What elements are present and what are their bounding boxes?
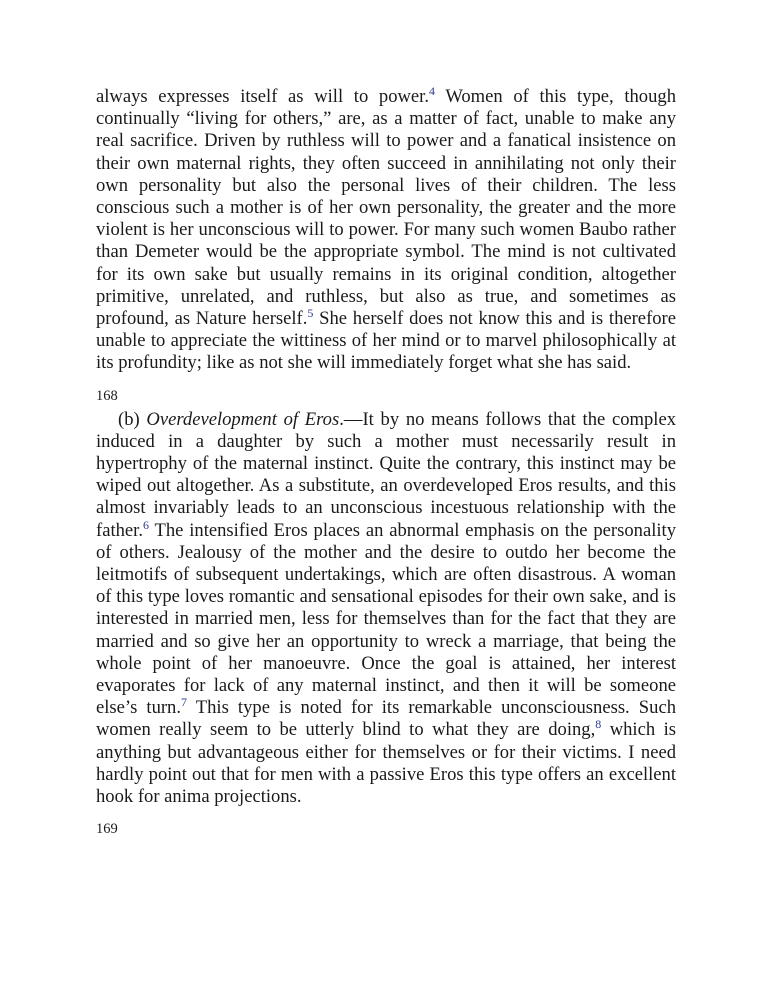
footnote-ref[interactable]: 7 [181,695,188,710]
italic-heading: Overdevelopment of Eros [146,408,340,430]
footnote-ref[interactable]: 4 [429,84,435,98]
footnote-ref[interactable]: 5 [307,306,314,321]
text-run: .—It by no means follows that the complex induced in a daughter by such a mother must necessarily result in hypertrophy of the maternal instinct. Quite the contrary, this instinct may be wiped out altogether. As a substitute, an overdeveloped Eros results, and this almost invariably leads to an unconscious incestuous relationship with the father. [96,408,676,541]
body-paragraph [96,409,676,809]
paragraph-number: 168 [96,387,118,404]
text-run: She herself does not know this and is therefore unable to appreciate the wittiness of her mind or to marvel philosophically at its profundity; like as not she will immediately forget what she has said. [96,308,676,374]
text-run: which is anything but advantageous either for themselves or for their victims. I need hardly point out that for men with a passive Eros this type offers an excellent hook for anima projections. [96,719,676,808]
text-run: (b) [118,408,147,430]
body-paragraph [96,86,676,375]
text-run: The intensified Eros places an abnormal emphasis on the personality of others. Jealousy of the mother and the desire to outdo her become the leitmotifs of subsequent undertakings, which are often disastrous. A woman of this type loves romantic and sensational episodes for their own sake, and is interested in married men, less for themselves than for the fact that they are married and so give her an opportunity to wreck a marriage, that being the whole point of her manoeuvre. Once the goal is attained, her interest evaporates for lack of any maternal instinct, and then it will be someone else’s turn. [96,519,676,719]
document-text [96,86,676,838]
footnote-ref[interactable]: 8 [595,717,602,732]
text-run: always expresses itself as will to power. [96,86,429,107]
page-body [96,86,676,842]
text-run: This type is noted for its remarkable unconsciousness. Such women really seem to be utterly blind to what they are doing, [96,697,676,741]
footnote-ref[interactable]: 6 [142,517,149,532]
paragraph-number: 169 [96,821,118,838]
text-run: Women of this type, though continually “living for others,” are, as a matter of fact, unable to make any real sacrifice. Driven by ruthless will to power and a fanatical insistence on their own maternal rights, they often succeed in annihilating not only their own personality but also the personal lives of their children. The less conscious such a mother is of her own personality, the greater and the more violent is her unconscious will to power. For many such women Baubo rather than Demeter would be the appropriate symbol. The mind is not cultivated for its own sake but usually remains in its original condition, altogether primitive, unrelated, and ruthless, but also as true, and sometimes as profound, as Nature herself. [96,86,676,330]
